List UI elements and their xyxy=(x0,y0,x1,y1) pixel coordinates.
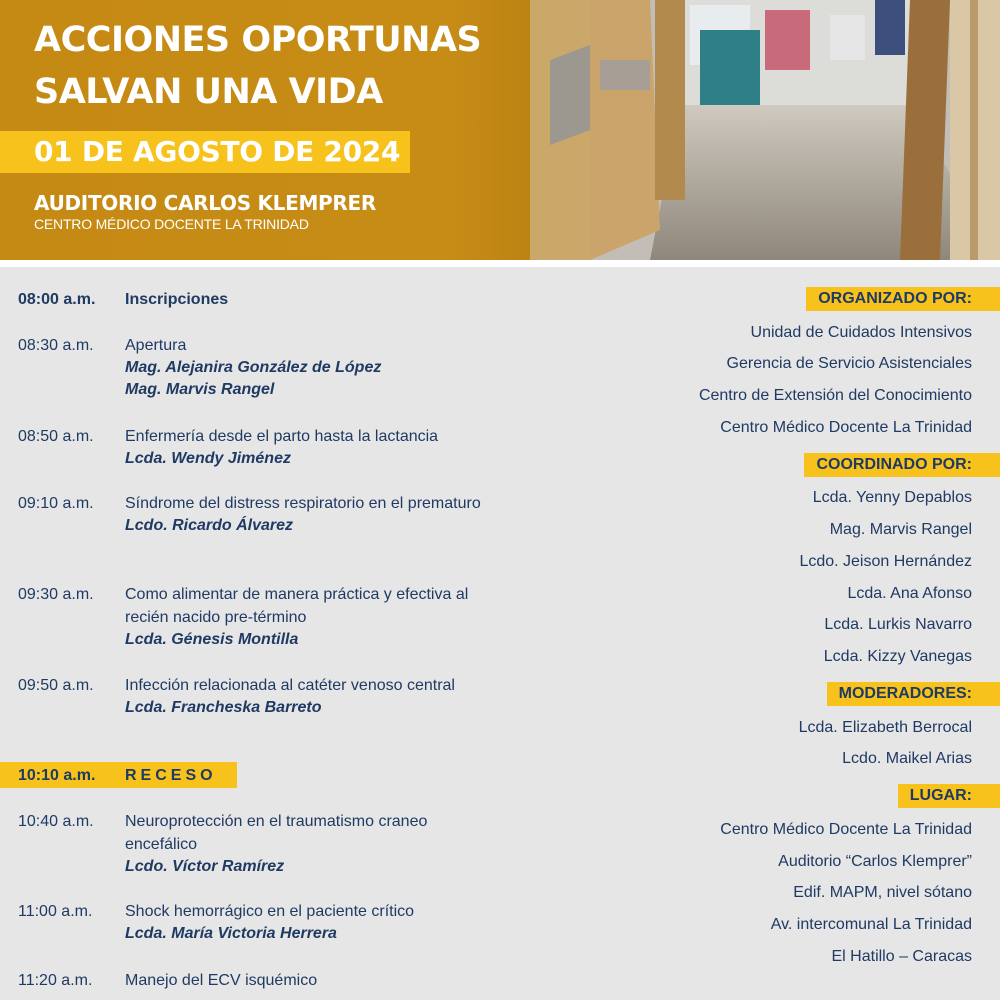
schedule-item xyxy=(0,900,520,969)
schedule-speaker: Lcda. María Victoria Herrera xyxy=(125,925,337,942)
schedule-topic: Enfermería desde el parto hasta la lactancia xyxy=(125,428,439,445)
schedule-time: 08:50 a.m. xyxy=(18,428,94,445)
schedule-time: 10:40 a.m. xyxy=(18,813,94,830)
schedule-topic: Manejo del ECV isquémico xyxy=(125,972,318,989)
location-section xyxy=(520,784,1000,966)
coordinator-item: Lcda. Ana Afonso xyxy=(847,584,972,602)
location-label: LUGAR: xyxy=(898,784,1000,808)
schedule-speaker: Mag. Alejanira González de López xyxy=(125,359,382,376)
schedule-topic: Shock hemorrágico en el paciente crítico xyxy=(125,903,415,920)
schedule-item xyxy=(0,334,520,425)
moderator-item: Lcdo. Maikel Arias xyxy=(842,750,972,768)
schedule-time: 11:00 a.m. xyxy=(18,903,93,920)
coordinated-by-section xyxy=(520,453,1000,667)
schedule-time: 08:30 a.m. xyxy=(18,337,94,354)
schedule-time: 09:50 a.m. xyxy=(18,677,94,694)
venue-subtitle: CENTRO MÉDICO DOCENTE LA TRINIDAD xyxy=(34,216,309,232)
moderator-item: Lcda. Elizabeth Berrocal xyxy=(798,718,972,736)
recess-row xyxy=(0,762,520,788)
organized-by-section xyxy=(520,287,1000,438)
recess-row-wrap xyxy=(0,762,520,810)
recess-time: 10:10 a.m. xyxy=(18,767,96,784)
event-title-line-2: SALVAN UNA VIDA xyxy=(34,72,383,112)
coordinator-item: Mag. Marvis Rangel xyxy=(829,521,972,539)
schedule-speaker: Lcdo. Ricardo Álvarez xyxy=(125,517,294,534)
header-divider xyxy=(0,260,1000,267)
organizer-item: Centro Médico Docente La Trinidad xyxy=(720,418,972,436)
schedule-time: 11:20 a.m. xyxy=(18,972,93,989)
schedule-item xyxy=(0,674,520,762)
recess-label: RECESO xyxy=(125,767,217,784)
coordinator-item: Lcda. Kizzy Vanegas xyxy=(823,647,972,665)
location-item: Av. intercomunal La Trinidad xyxy=(770,916,972,933)
venue-name: AUDITORIO CARLOS KLEMPRER xyxy=(34,191,376,215)
moderators-label: MODERADORES: xyxy=(827,682,1000,706)
location-item: Centro Médico Docente La Trinidad xyxy=(720,820,972,838)
schedule-item xyxy=(0,288,520,334)
location-item: Edif. MAPM, nivel sótano xyxy=(793,884,972,902)
coordinator-item: Lcdo. Jeison Hernández xyxy=(799,552,972,570)
schedule-speaker: Lcda. Génesis Montilla xyxy=(125,631,299,648)
schedule-time: 09:30 a.m. xyxy=(18,586,94,603)
coordinator-item: Lcda. Yenny Depablos xyxy=(812,489,972,507)
event-title-line-1: ACCIONES OPORTUNAS xyxy=(34,20,482,60)
schedule-topic: Síndrome del distress respiratorio en el prematuro xyxy=(125,495,481,512)
location-item: El Hatillo – Caracas xyxy=(831,947,972,965)
schedule-topic: Apertura xyxy=(125,337,187,354)
schedule-item xyxy=(0,492,520,583)
event-credits xyxy=(520,287,1000,967)
event-date: 01 DE AGOSTO DE 2024 xyxy=(34,135,401,168)
schedule-speaker: Lcda. Wendy Jiménez xyxy=(125,450,291,467)
schedule-speaker: Lcda. Francheska Barreto xyxy=(125,699,322,716)
schedule-topic: Inscripciones xyxy=(125,291,229,308)
hospital-hallway-photo xyxy=(530,0,1000,260)
program-schedule xyxy=(0,288,520,992)
event-header xyxy=(0,0,1000,260)
schedule-topic: Infección relacionada al catéter venoso central xyxy=(125,677,455,694)
organizer-item: Unidad de Cuidados Intensivos xyxy=(750,323,972,341)
schedule-item xyxy=(0,425,520,492)
schedule-topic: Como alimentar de manera práctica y efectiva al recién nacido pre-término xyxy=(125,586,469,626)
schedule-time: 08:00 a.m. xyxy=(18,291,96,308)
location-item: Auditorio “Carlos Klemprer” xyxy=(778,852,972,870)
organizer-item: Gerencia de Servicio Asistenciales xyxy=(726,355,972,373)
coordinator-item: Lcda. Lurkis Navarro xyxy=(824,616,972,634)
schedule-topic: Neuroprotección en el traumatismo craneo encefálico xyxy=(125,813,428,853)
moderators-section xyxy=(520,682,1000,769)
schedule-speaker: Lcdo. Víctor Ramírez xyxy=(125,858,285,875)
organized-by-label: ORGANIZADO POR: xyxy=(806,287,1000,311)
organizer-item: Centro de Extensión del Conocimiento xyxy=(698,387,972,405)
schedule-item xyxy=(0,810,520,900)
schedule-time: 09:10 a.m. xyxy=(18,495,94,512)
schedule-item xyxy=(0,583,520,674)
schedule-item xyxy=(0,969,520,992)
event-title xyxy=(34,14,481,118)
schedule-speaker: Mag. Marvis Rangel xyxy=(125,381,275,398)
coordinated-by-label: COORDINADO POR: xyxy=(804,453,1000,477)
